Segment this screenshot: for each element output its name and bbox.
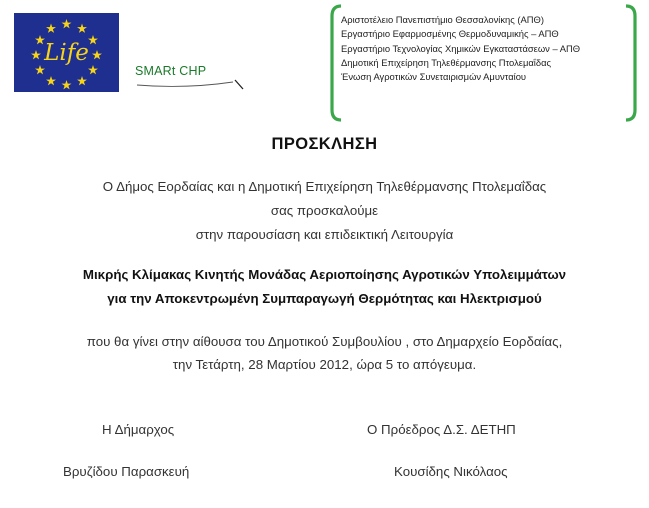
intro-line: στην παρουσίαση και επιδεικτική Λειτουργία (195, 227, 454, 242)
partner-item: Αριστοτέλειο Πανεπιστήμιο Θεσσαλονίκης (ΑΠΘ) (341, 14, 544, 25)
left-bracket-icon (332, 6, 341, 120)
board-president-name: Κουσίδης Νικόλαος (394, 464, 508, 479)
mayor-name: Βρυζίδου Παρασκευή (63, 464, 190, 479)
board-president-role: Ο Πρόεδρος Δ.Σ. ΔΕΤΗΠ (367, 422, 516, 437)
partners-list (341, 13, 580, 84)
intro-line: Ο Δήμος Εορδαίας και η Δημοτική Επιχείρηση Τηλεθέρμανσης Πτολεμαΐδας (102, 179, 547, 194)
partners-box (330, 4, 637, 122)
project-title-line: για την Αποκεντρωμένη Συμπαραγωγή Θερμότητας και Ηλεκτρισμού (107, 291, 542, 306)
date-time-line: την Τετάρτη, 28 Μαρτίου 2012, ώρα 5 το απόγευμα. (172, 357, 477, 372)
partner-item: Ένωση Αγροτικών Συνεταιρισμών Αμυνταίου (341, 71, 527, 83)
smart-chp-logo (135, 58, 250, 98)
life-logo-text: Life (44, 40, 89, 66)
life-logo (14, 13, 119, 92)
right-bracket-icon (626, 6, 635, 120)
smart-chp-logo-text: SMARt CHP (135, 64, 207, 78)
venue-line: που θα γίνει στην αίθουσα του Δημοτικού Συμβουλίου , στο Δημαρχείο Εορδαίας, (86, 334, 563, 349)
partner-item: Δημοτική Επιχείρηση Τηλεθέρμανσης Πτολεμαΐδας (341, 56, 552, 68)
intro-line: σας προσκαλούμε (270, 203, 379, 218)
swoosh-icon (135, 58, 250, 98)
project-title-line: Μικρής Κλίμακας Κινητής Μονάδας Αεριοποίησης Αγροτικών Υπολειμμάτων (82, 267, 567, 282)
partner-item: Εργαστήριο Τεχνολογίας Χημικών Εγκαταστάσεων – ΑΠΘ (341, 42, 581, 54)
invitation-title: ΠΡΟΣΚΛΗΣΗ (271, 135, 378, 153)
partner-item: Εργαστήριο Εφαρμοσμένης Θερμοδυναμικής – ΑΠΘ (341, 28, 559, 40)
mayor-role: Η Δήμαρχος (102, 422, 175, 437)
